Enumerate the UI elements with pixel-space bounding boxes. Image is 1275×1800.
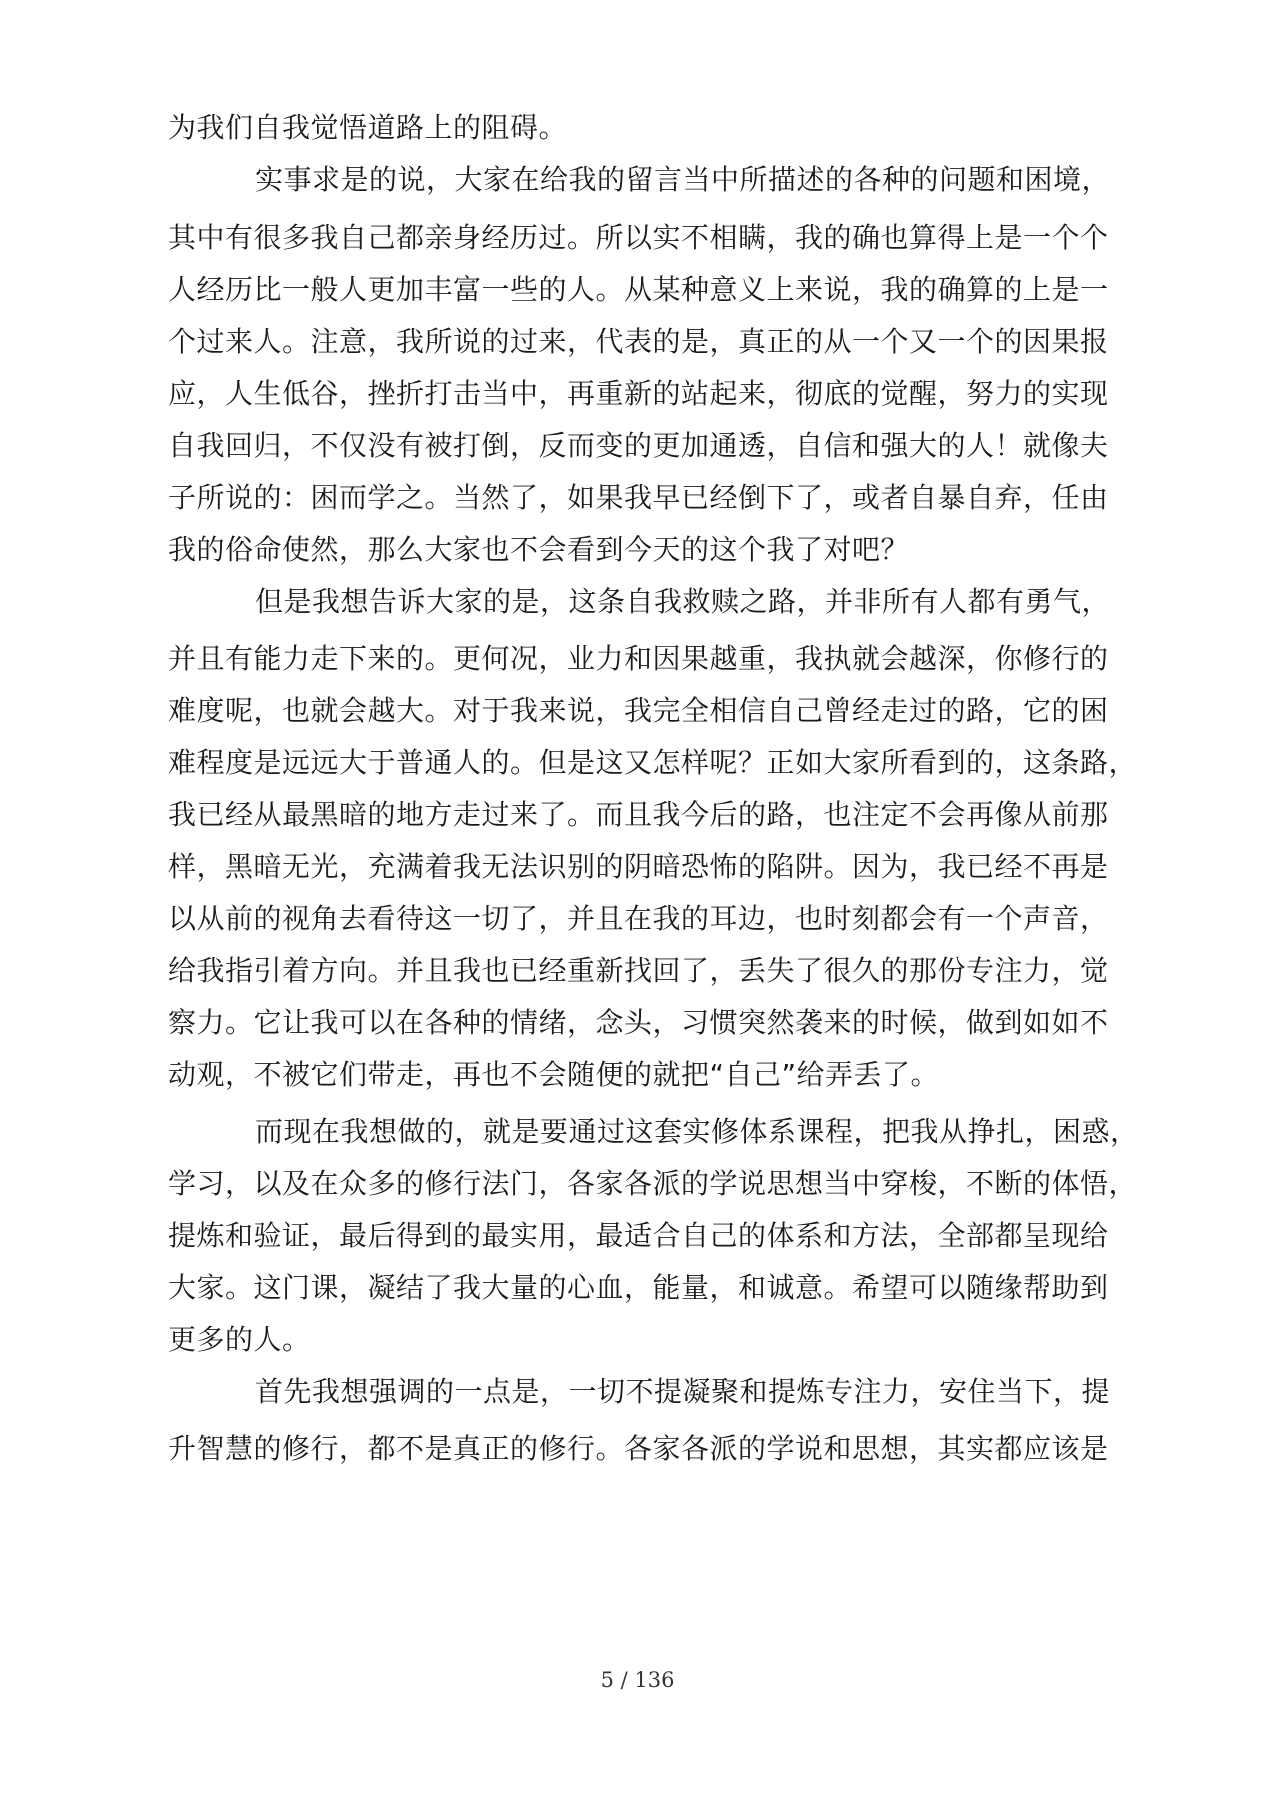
text-line: 升智慧的修行，都不是真正的修行。各家各派的学说和思想，其实都应该是 xyxy=(168,1432,1109,1465)
text-line: 个过来人。注意，我所说的过来，代表的是，真正的从一个又一个的因果报 xyxy=(168,325,1109,358)
text-line: 我的俗命使然，那么大家也不会看到今天的这个我了对吧？ xyxy=(168,533,910,566)
text-line: 以从前的视角去看待这一切了，并且在我的耳边，也时刻都会有一个声音， xyxy=(168,902,1109,935)
text-line: 大家。这门课，凝结了我大量的心血，能量，和诚意。希望可以随缘帮助到 xyxy=(168,1271,1109,1304)
text-line: 动观，不被它们带走，再也不会随便的就把“自己”给弄丢了。 xyxy=(168,1058,940,1091)
text-line: 为我们自我觉悟道路上的阻碍。 xyxy=(168,111,568,144)
text-line: 难程度是远远大于普通人的。但是这又怎样呢？正如大家所看到的，这条路， xyxy=(168,746,1138,779)
text-line: 首先我想强调的一点是，一切不提凝聚和提炼专注力，安住当下，提 xyxy=(255,1375,1111,1408)
text-line: 人经历比一般人更加丰富一些的人。从某种意义上来说，我的确算的上是一 xyxy=(168,273,1109,306)
text-line: 子所说的：困而学之。当然了，如果我早已经倒下了，或者自暴自弃，任由 xyxy=(168,481,1109,514)
text-line: 学习，以及在众多的修行法门，各家各派的学说思想当中穿梭，不断的体悟， xyxy=(168,1167,1138,1200)
text-line: 难度呢，也就会越大。对于我来说，我完全相信自己曾经走过的路，它的困 xyxy=(168,694,1109,727)
text-line: 察力。它让我可以在各种的情绪，念头，习惯突然袭来的时候，做到如如不 xyxy=(168,1006,1109,1039)
page-number: 5 / 136 xyxy=(600,1668,675,1692)
text-line: 实事求是的说，大家在给我的留言当中所描述的各种的问题和困境， xyxy=(255,163,1111,196)
text-line: 样，黑暗无光，充满着我无法识别的阴暗恐怖的陷阱。因为，我已经不再是 xyxy=(168,850,1109,883)
text-line: 应，人生低谷，挫折打击当中，再重新的站起来，彻底的觉醒，努力的实现 xyxy=(168,377,1109,410)
text-line: 自我回归，不仅没有被打倒，反而变的更加通透，自信和强大的人！就像夫 xyxy=(168,429,1109,462)
text-line: 我已经从最黑暗的地方走过来了。而且我今后的路，也注定不会再像从前那 xyxy=(168,798,1109,831)
text-line: 更多的人。 xyxy=(168,1323,311,1356)
text-line: 其中有很多我自己都亲身经历过。所以实不相瞒，我的确也算得上是一个个 xyxy=(168,221,1109,254)
text-line: 但是我想告诉大家的是，这条自我救赎之路，并非所有人都有勇气， xyxy=(255,585,1111,618)
text-line: 给我指引着方向。并且我也已经重新找回了，丢失了很久的那份专注力，觉 xyxy=(168,954,1109,987)
text-line: 并且有能力走下来的。更何况，业力和因果越重，我执就会越深，你修行的 xyxy=(168,642,1109,675)
text-line: 而现在我想做的，就是要通过这套实修体系课程，把我从挣扎，困惑， xyxy=(255,1115,1139,1148)
text-line: 提炼和验证，最后得到的最实用，最适合自己的体系和方法，全部都呈现给 xyxy=(168,1219,1109,1252)
